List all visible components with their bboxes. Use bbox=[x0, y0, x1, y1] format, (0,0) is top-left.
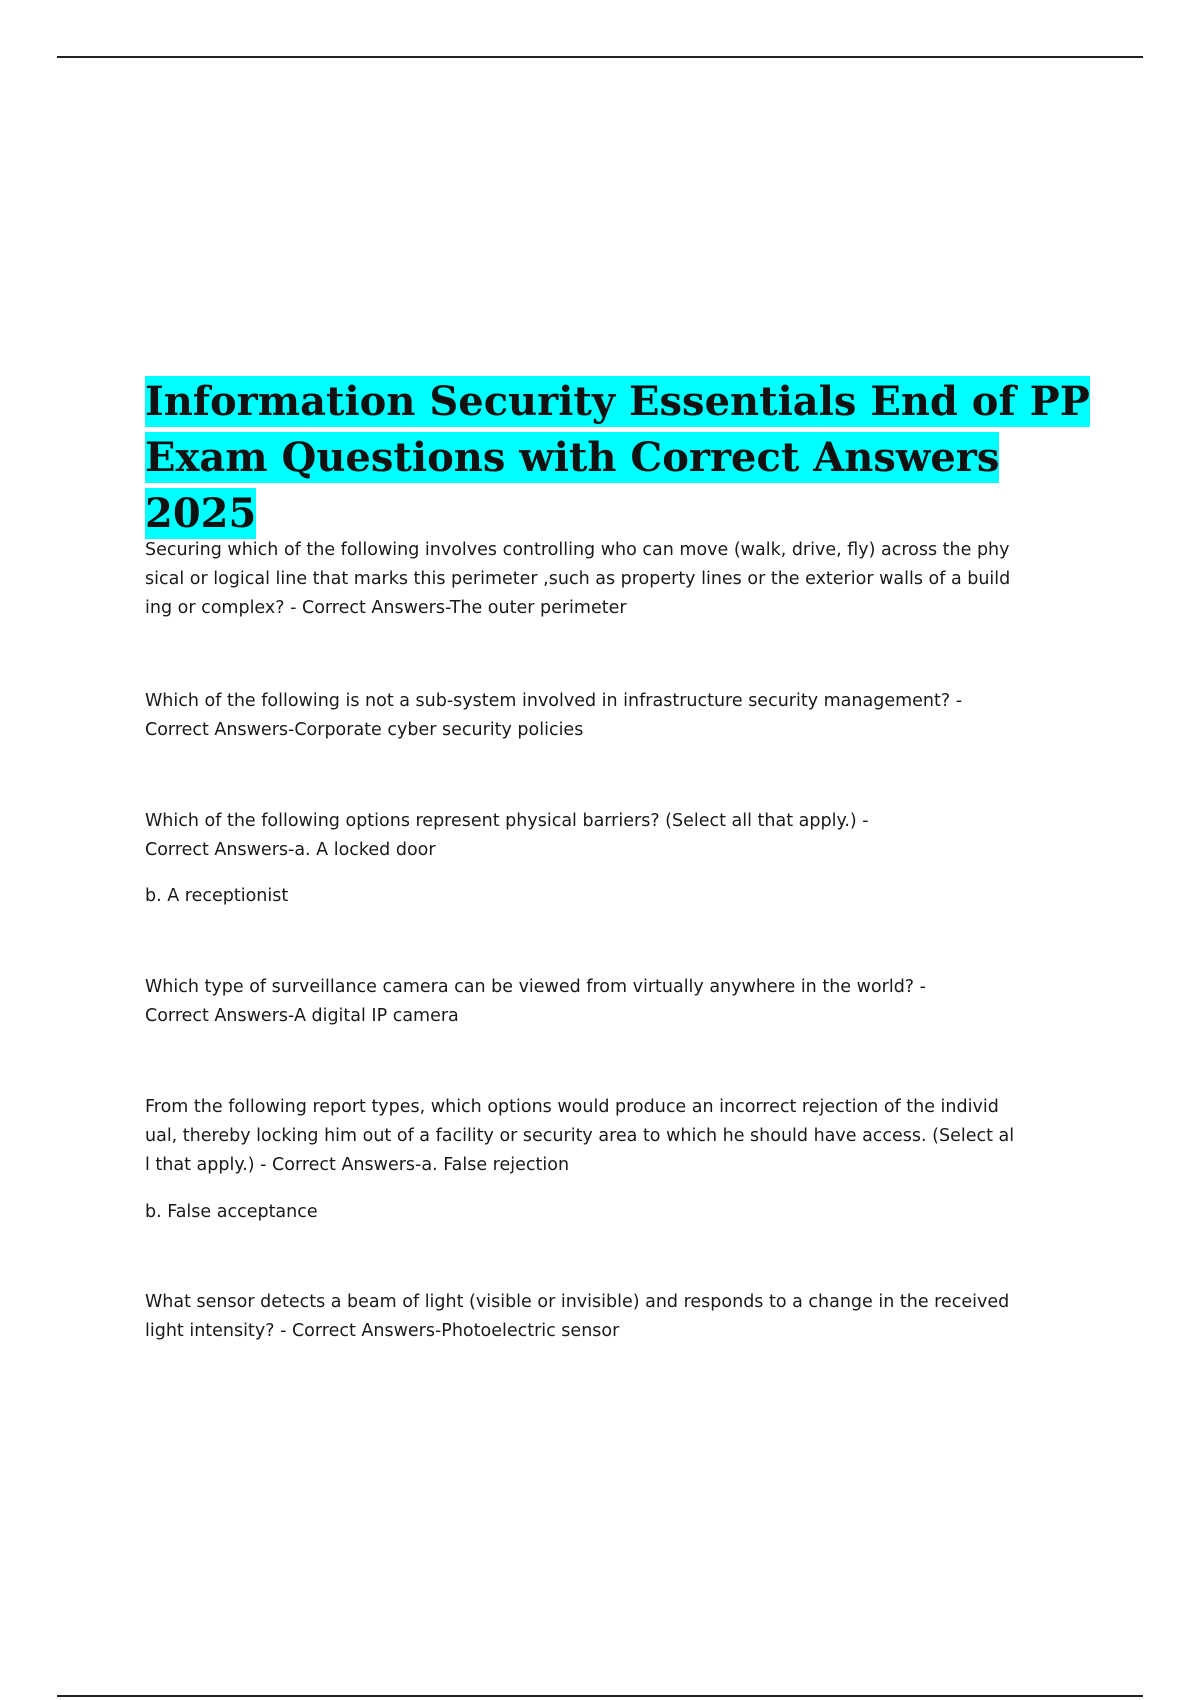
question-5: From the following report types, which options would produce an incorrect rejection of the individ ual, thereby locking him out of a facility or security area to which he should have access. (Select al l that apply.) - Correct Answers-a. False rejection bbox=[145, 1097, 1015, 1175]
header-rule bbox=[57, 56, 1143, 58]
question-4: Which type of surveillance camera can be viewed from virtually anywhere in the world? - Correct Answers-A digital IP camera bbox=[145, 977, 926, 1026]
title-line-1: Information Security Essentials End of PP bbox=[145, 378, 1090, 425]
question-2: Which of the following is not a sub-system involved in infrastructure security management? - Correct Answers-Corporate cyber security policies bbox=[145, 691, 963, 740]
question-5-answer-b: b. False acceptance bbox=[145, 1202, 318, 1222]
question-1: Securing which of the following involves controlling who can move (walk, drive, fly) across the phy sical or logical line that marks this perimeter ,such as property lines or the exterior walls of a build ing or complex? - Correct Answers-The outer perimeter bbox=[145, 540, 1011, 618]
footer-rule bbox=[57, 1695, 1143, 1697]
title-line-2: Exam Questions with Correct Answers 2025 bbox=[145, 434, 1000, 537]
question-6: What sensor detects a beam of light (visible or invisible) and responds to a change in the received light intensity? - Correct Answers-Photoelectric sensor bbox=[145, 1292, 1010, 1341]
question-3: Which of the following options represent physical barriers? (Select all that apply.) - Correct Answers-a. A locked door bbox=[145, 811, 869, 860]
question-3-answer-b: b. A receptionist bbox=[145, 886, 289, 906]
document-title bbox=[145, 374, 1105, 542]
